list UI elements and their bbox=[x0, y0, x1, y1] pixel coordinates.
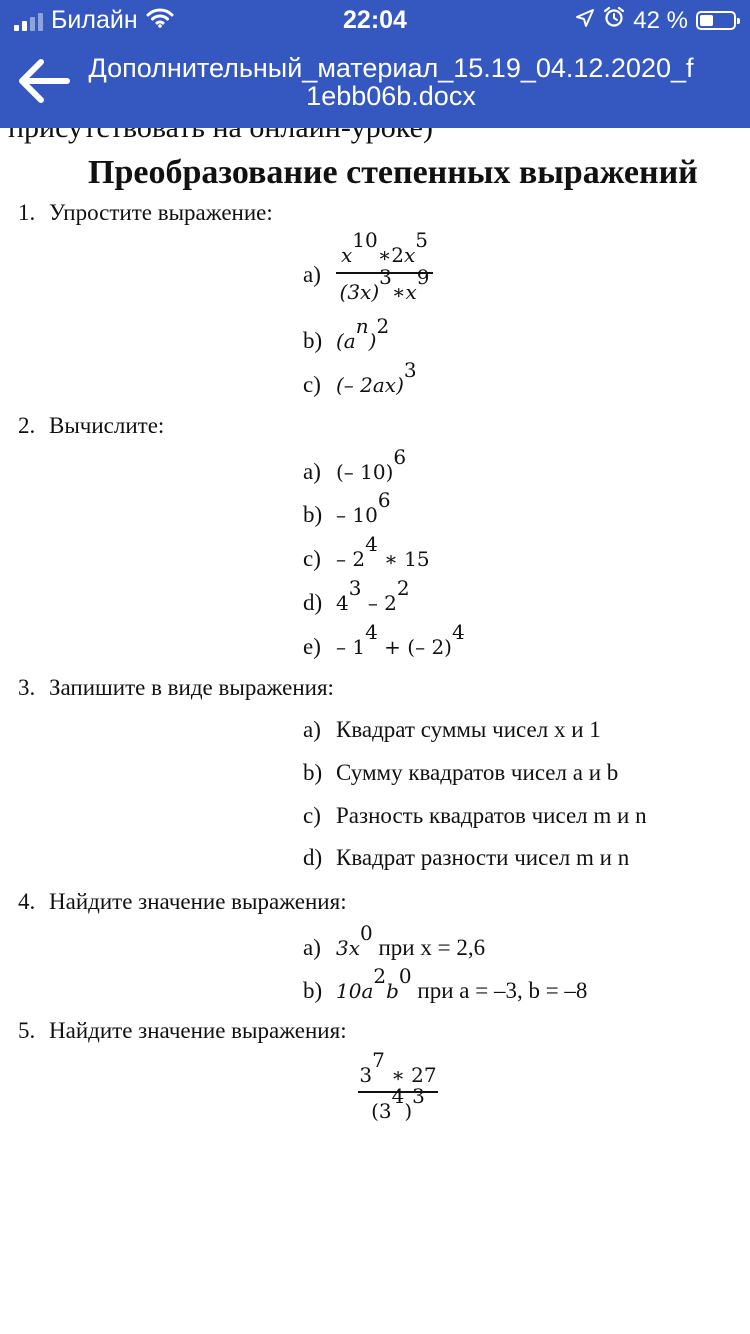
fraction-numerator: $x^{10}∗2x^5$ bbox=[340, 228, 429, 267]
document-title: Дополнительный_материал_15.19_04.12.2020_f1ebb06b.docx bbox=[88, 53, 694, 111]
q1-item-a-fraction bbox=[336, 228, 433, 307]
question-prompt: Запишите в виде выражения: bbox=[49, 675, 334, 700]
arrow-left-icon bbox=[15, 57, 71, 105]
q3-item-b: b) Сумму квадратов чисел a и b bbox=[303, 760, 619, 785]
q1-item-b: b) $(a^n)^2$ bbox=[303, 314, 390, 353]
q2-item-b: $b) - 10^6$ bbox=[303, 488, 391, 527]
question-prompt: Вычислите: bbox=[49, 413, 165, 438]
q5-fraction bbox=[358, 1048, 438, 1125]
question-5: 5. Найдите значение выражения: bbox=[18, 1018, 347, 1043]
status-time: 22:04 bbox=[343, 6, 407, 34]
question-prompt: Упростите выражение: bbox=[49, 200, 273, 225]
back-button[interactable] bbox=[12, 52, 74, 110]
q4-item-b: b) $10a^2b^0$ при a = –3, b = –8 bbox=[303, 964, 588, 1003]
alarm-clock-icon bbox=[603, 6, 625, 35]
fraction-denominator: $(3^4)^3$ bbox=[371, 1084, 425, 1123]
document-heading: Преобразование степенных выражений bbox=[88, 154, 698, 191]
question-4: 4. Найдите значение выражения: bbox=[18, 889, 347, 914]
question-prompt: Найдите значение выражения: bbox=[49, 1018, 347, 1043]
location-arrow-icon bbox=[575, 7, 595, 35]
battery-percent: 42 % bbox=[633, 6, 688, 34]
question-2: 2. Вычислите: bbox=[18, 413, 165, 438]
q1-item-c: c) (– 2ax)$^3$ bbox=[303, 358, 417, 397]
question-number: 1. bbox=[18, 200, 36, 225]
q2-item-a: a) (– 10)$^6$ bbox=[303, 445, 407, 484]
carrier-name: Билайн bbox=[51, 6, 138, 34]
q1-item-a-label: a) bbox=[303, 262, 321, 287]
q3-item-c: c) Разность квадратов чисел m и n bbox=[303, 803, 647, 828]
status-right bbox=[575, 6, 736, 35]
question-1 bbox=[18, 200, 273, 226]
q2-item-d: d) $4^3 - 2^2$ bbox=[303, 576, 410, 615]
fraction-denominator: $(3x)^3∗x^9$ bbox=[339, 265, 430, 304]
question-3: 3. Запишите в виде выражения: bbox=[18, 675, 334, 700]
fraction-numerator: $3^7$ ∗ 27 bbox=[359, 1048, 437, 1087]
battery-icon bbox=[696, 11, 736, 30]
q3-item-a: a) Квадрат суммы чисел x и 1 bbox=[303, 717, 601, 742]
question-prompt: Найдите значение выражения: bbox=[49, 889, 347, 914]
q2-item-e: $e) - 1^4$ + (– 2)$^4$ bbox=[303, 620, 465, 659]
q4-item-a: a) $3x^0$ при x = 2,6 bbox=[303, 921, 486, 960]
q2-item-c: $c) - 2^4$ ∗ 15 bbox=[303, 532, 430, 571]
status-bar bbox=[0, 0, 750, 40]
q3-item-d: d) Квадрат разности чисел m и n bbox=[303, 845, 630, 870]
top-bar bbox=[0, 0, 750, 128]
